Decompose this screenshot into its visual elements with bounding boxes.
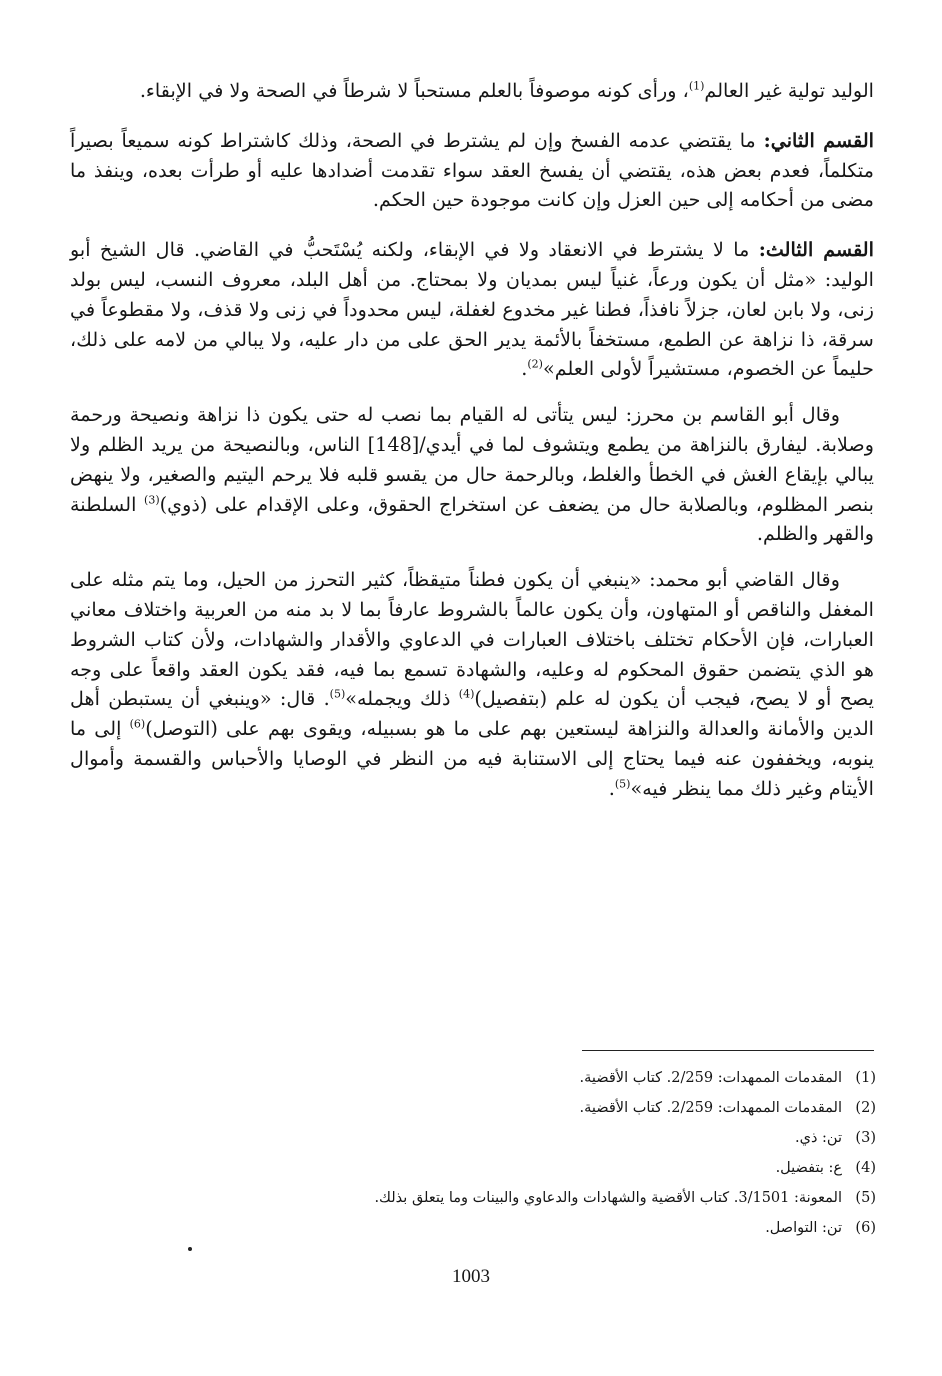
text-run: السلطنة والقهر والظلم. [70, 492, 874, 546]
footnote-number: (5) [855, 1190, 876, 1206]
footnote-number: (6) [855, 1220, 876, 1236]
text-run: ما لا يشترط في الانعقاد ولا في الإبقاء، ولكنه يُسْتَحبُّ في القاضي. قال الشيخ أبو الوليد: «مثل أن يكون ورعاً، غنياً ليس بمديان ولا بمحتاج. من أهل البلد، معروف النسب، ليس بولد زنى، ولا بابن لعان، جزلاً نافذاً، فطنا غير مخدوع لغفلة، ليس محدوداً في زنى ولا قذف، ولا مقطوعاً في سرقة، ذا نزاهة عن الطمع، مستخفاً بالأئمة يدير الحق على من دار عليه، ولا يبالي من لامه على ذلك، حليماً عن الخصوم، مستشيراً لأولى العلم» [70, 238, 874, 381]
text-run: ، ورأى كونه موصوفاً بالعلم مستحباً لا شرطاً في الصحة ولا في الإبقاء. [139, 79, 689, 102]
text-run: ذلك ويجمله» [345, 687, 459, 711]
text-run: . قال: «وينبغي أن يستبطن أهل الدين والأمانة والعدالة والنزاهة ليستعين بهم على ما هو بسبيله، ويقوى بهم على (التوصل) [70, 687, 874, 741]
text-run: . [521, 357, 528, 381]
footnote-ref: (3) [144, 493, 160, 507]
footnote-text: تن: ذي. [795, 1130, 842, 1146]
footnote-text: المقدمات الممهدات: 2/259. كتاب الأقضية. [579, 1070, 842, 1086]
footnote-text: المعونة: 3/1501. كتاب الأقضية والشهادات والدعاوي والبينات وما يتعلق بذلك. [374, 1190, 842, 1206]
paragraph-ibn-muhriz [70, 400, 874, 549]
section-heading: القسم الثالث: [758, 238, 874, 262]
text-run: ما يقتضي عدمه الفسخ وإن لم يشترط في الصحة، وذلك كاشتراط كونه سميعاً بصيراً متكلماً، فعدم بعض هذه، يقتضي أن يفسخ العقد سواء تقدمت أضدادها عليه أو طرأت بعده، وينفذ ما مضى من أحكامه إلى حين العزل وإن كانت موجودة حين الحكم. [70, 128, 874, 212]
footnote-ref: (5) [614, 777, 631, 791]
footnote-item [70, 1183, 876, 1213]
footnote-item [70, 1153, 876, 1183]
footnote-ref: (5) [329, 687, 346, 701]
footnote-number: (1) [855, 1070, 876, 1086]
text-run: . [608, 776, 615, 800]
paragraph-section-three [70, 235, 874, 384]
footnote-ref: (6) [129, 717, 146, 731]
footnote-ref: (1) [688, 79, 705, 93]
footnote-item [70, 1213, 876, 1243]
footnote-ref: (4) [458, 687, 475, 701]
text-run: وقال القاضي أبو محمد: «ينبغي أن يكون فطناً متيقظاً، كثير التحرز من الحيل، وما يتم مثله على المغفل والناقص أو المتهاون، وأن يكون عالماً بالشروط عارفاً بما لا بد منه من العربية واختلاف معاني العبارات، فإن الأحكام تختلف باختلاف العبارات في الدعاوي والأقدار والشهادات، ولأن كتاب الشروط هو الذي يتضمن حقوق المحكوم له وعليه، والشهادة تسمع بما فيه، فقد يكون العقد واقعاً على وجه يصح أو لا يصح، فيجب أن يكون له علم (بتفصيل) [70, 568, 874, 711]
section-heading: القسم الثاني: [763, 128, 874, 152]
footnote-number: (2) [855, 1100, 876, 1116]
footnote-divider [582, 1050, 874, 1051]
paragraph-1 [70, 76, 874, 106]
text-run: وقال أبو القاسم بن محرز: ليس يتأتى له القيام بما نصب له حتى يكون ذا نزاهة ونصيحة ورحمة وصلابة. ليفارق بالنزاهة من يطمع ويتشوف لما في أيدي/[148] الناس، وبالنصيحة من يريد الظلم ولا يبالي بإيقاع الغش في الخطأ والغلط، وبالرحمة حال من يقسو قلبه فلا يرحم اليتيم والصغير، ولا ينهض بنصر المظلوم، وبالصلابة حال من يضعف عن استخراج الحقوق، وعلى الإقدام على (ذوي) [70, 403, 875, 516]
text-run: إلى ما ينوبه، ويخففون عنه فيما يحتاج إلى الاستنابة فيه من النظر في الوصايا والأحباس والقسمة وأموال الأيتام وغير ذلك مما ينظر فيه» [70, 717, 874, 800]
footnote-item [70, 1093, 876, 1123]
footnote-number: (3) [855, 1130, 876, 1146]
footnote-text: ع: بتفضيل. [775, 1160, 842, 1176]
page-number: 1003 [452, 1266, 490, 1287]
paragraph-abu-muhammad [70, 565, 874, 803]
paragraph-section-two [70, 126, 874, 215]
text-run: الوليد تولية غير العالم [704, 79, 874, 102]
footnote-number: (4) [855, 1160, 876, 1176]
footnote-ref: (2) [527, 357, 543, 371]
footnote-item [70, 1123, 876, 1153]
main-text [70, 76, 874, 820]
footnote-text: المقدمات الممهدات: 2/259. كتاب الأقضية. [579, 1100, 842, 1116]
ink-dot-mark [188, 1247, 192, 1251]
footnote-text: تن: التواصل. [765, 1220, 842, 1236]
footnotes-list [70, 1063, 876, 1243]
footnote-item [70, 1063, 876, 1093]
